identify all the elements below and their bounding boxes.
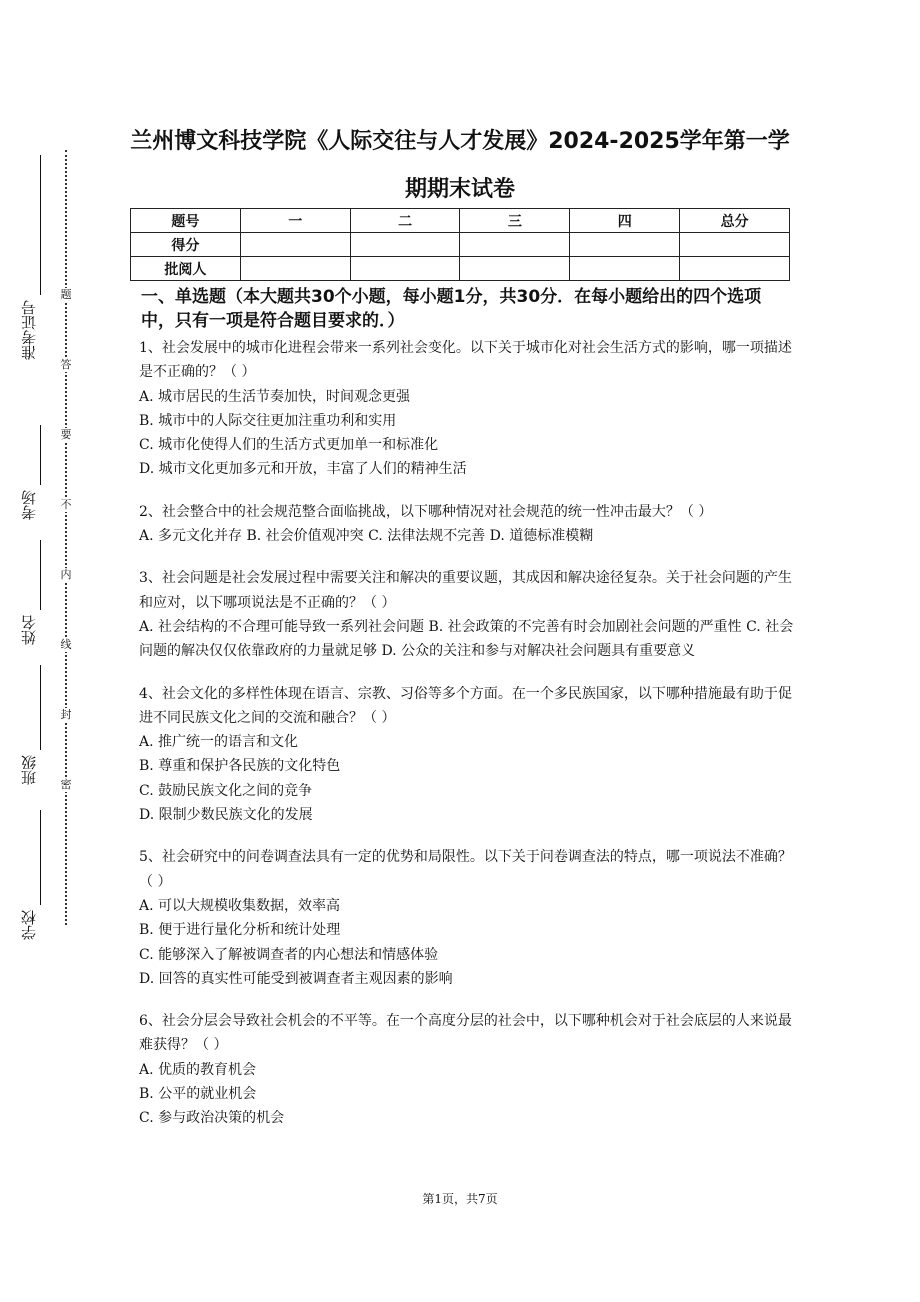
option-a[interactable]: A. 推广统一的语言和文化 <box>139 734 299 751</box>
options-inline[interactable]: A. 多元文化并存 B. 社会价值观冲突 C. 法律法规不完善 D. 道德标准模糊 <box>139 528 594 545</box>
question-stem: 3、社会问题是社会发展过程中需要关注和解决的重要议题，其成因和解决途径复杂。关于社会问题的产生和应对，以下哪项说法是不正确的？（ ） <box>139 570 792 611</box>
class-label: 班级 <box>20 755 38 785</box>
header-cell: 一 <box>240 209 350 233</box>
grader-cell[interactable] <box>460 257 570 281</box>
grader-cell[interactable] <box>680 257 790 281</box>
header-cell: 四 <box>570 209 680 233</box>
options-inline[interactable]: A. 社会结构的不合理可能导致一系列社会问题 B. 社会政策的不完善有时会加剧社会问题的严重性 C. 社会问题的解决仅仅依靠政府的力量就足够 D. 公众的关注和参与对解决社会问题具有重要意义 <box>139 618 794 660</box>
room-label: 考场 <box>20 490 38 520</box>
option-c[interactable]: C. 城市化使得人们的生活方式更加单一和标准化 <box>139 437 439 454</box>
option-c[interactable]: C. 鼓励民族文化之间的竞争 <box>139 782 313 799</box>
seal-char: 密 <box>58 778 74 792</box>
score-cell[interactable] <box>680 233 790 257</box>
seal-char: 内 <box>58 568 74 582</box>
option-a[interactable]: A. 城市居民的生活节奏加快，时间观念更强 <box>139 388 411 405</box>
seal-char: 封 <box>58 708 74 722</box>
name-blank <box>18 540 40 610</box>
score-row <box>131 233 790 257</box>
option-d[interactable]: D. 回答的真实性可能受到被调查者主观因素的影响 <box>139 970 453 987</box>
school-blank <box>18 810 40 905</box>
score-cell[interactable] <box>460 233 570 257</box>
header-cell: 二 <box>350 209 460 233</box>
option-b[interactable]: B. 尊重和保护各民族的文化特色 <box>139 758 341 775</box>
option-c[interactable]: C. 能够深入了解被调查者的内心想法和情感体验 <box>139 946 439 963</box>
option-c[interactable]: C. 参与政治决策的机会 <box>139 1110 285 1127</box>
score-table-header-row <box>131 209 790 233</box>
question-stem: 5、社会研究中的问卷调查法具有一定的优势和局限性。以下关于问卷调查法的特点，哪一项说法不准确？（ ） <box>139 849 792 890</box>
grader-cell[interactable] <box>570 257 680 281</box>
page-footer: 第1页，共7页 <box>422 1192 498 1206</box>
question-5 <box>139 845 794 991</box>
exam-id-label: 准考证号 <box>20 300 38 360</box>
seal-dotted-line <box>65 150 67 925</box>
seal-char: 不 <box>58 498 74 512</box>
header-cell: 题号 <box>131 209 241 233</box>
seal-char: 线 <box>58 638 74 652</box>
seal-char: 答 <box>58 358 74 372</box>
option-a[interactable]: A. 优质的教育机会 <box>139 1061 257 1078</box>
question-stem: 4、社会文化的多样性体现在语言、宗教、习俗等多个方面。在一个多民族国家，以下哪种措施最有助于促进不同民族文化之间的交流和融合？（ ） <box>139 685 792 726</box>
row-label: 批阅人 <box>131 257 241 281</box>
score-cell[interactable] <box>570 233 680 257</box>
seal-char: 要 <box>58 428 74 442</box>
grader-row <box>131 257 790 281</box>
class-blank <box>18 665 40 750</box>
score-table <box>130 208 790 281</box>
exam-title-line1: 兰州博文科技学院《人际交往与人才发展》2024-2025学年第一学 <box>130 129 790 154</box>
name-label: 姓名 <box>20 615 38 645</box>
section-heading: 一、单选题（本大题共30个小题，每小题1分，共30分．在每小题给出的四个选项中，只有一项是符合题目要求的．） <box>141 287 762 331</box>
exam-title-line2: 期期末试卷 <box>404 177 515 202</box>
binding-margin <box>0 0 60 1302</box>
score-cell[interactable] <box>240 233 350 257</box>
question-stem: 6、社会分层会导致社会机会的不平等。在一个高度分层的社会中，以下哪种机会对于社会底层的人来说最难获得？（ ） <box>139 1013 792 1054</box>
score-cell[interactable] <box>350 233 460 257</box>
room-blank <box>18 425 40 485</box>
question-2 <box>139 500 794 549</box>
seal-char: 题 <box>58 288 74 302</box>
question-3 <box>139 566 794 663</box>
question-4 <box>139 682 794 828</box>
grader-cell[interactable] <box>350 257 460 281</box>
question-1 <box>139 336 794 482</box>
school-label: 学校 <box>20 910 38 940</box>
option-b[interactable]: B. 便于进行量化分析和统计处理 <box>139 922 341 939</box>
option-d[interactable]: D. 城市文化更加多元和开放，丰富了人们的精神生活 <box>139 461 467 478</box>
exam-id-blank <box>18 155 40 295</box>
grader-cell[interactable] <box>240 257 350 281</box>
question-6 <box>139 1009 794 1130</box>
option-b[interactable]: B. 城市中的人际交往更加注重功利和实用 <box>139 412 397 429</box>
exam-content <box>139 285 794 1131</box>
option-a[interactable]: A. 可以大规模收集数据，效率高 <box>139 897 341 914</box>
row-label: 得分 <box>131 233 241 257</box>
header-cell: 三 <box>460 209 570 233</box>
question-stem: 1、社会发展中的城市化进程会带来一系列社会变化。以下关于城市化对社会生活方式的影响，哪一项描述是不正确的？（ ） <box>139 340 792 381</box>
option-b[interactable]: B. 公平的就业机会 <box>139 1086 257 1103</box>
question-stem: 2、社会整合中的社会规范整合面临挑战，以下哪种情况对社会规范的统一性冲击最大？（ ） <box>139 503 713 520</box>
header-cell: 总分 <box>680 209 790 233</box>
option-d[interactable]: D. 限制少数民族文化的发展 <box>139 807 313 824</box>
